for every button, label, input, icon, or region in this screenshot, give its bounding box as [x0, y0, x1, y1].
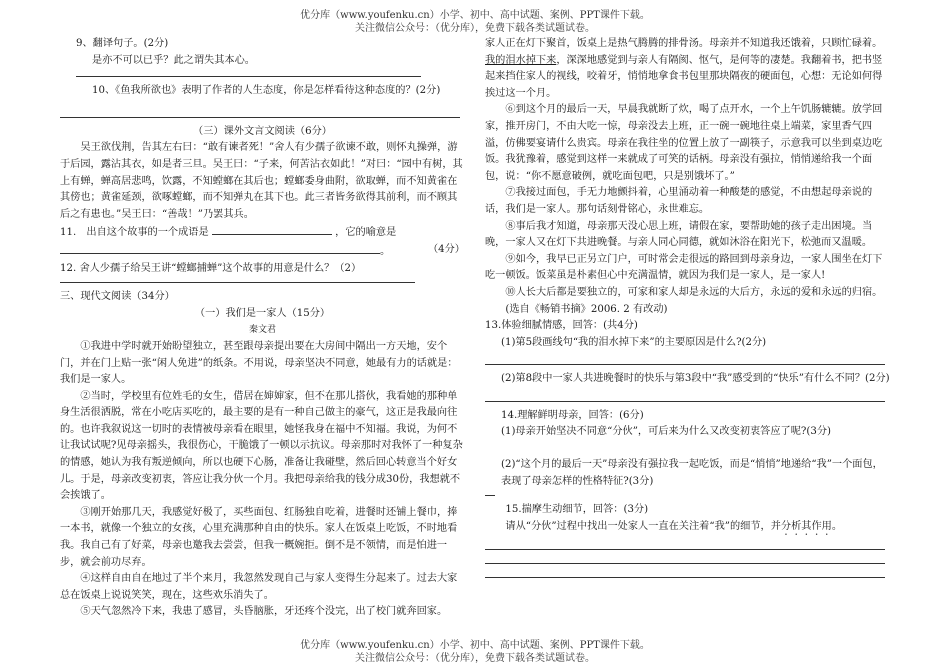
- q15-text-a: 请从“分伙”过程中找出一处家人一直在关注着“我”的细节，并: [505, 520, 781, 532]
- paragraph-5: ⑤天气忽然冷下来，我患了感冒，头昏脑胀，牙还疼个没完，出了校门就奔回家。: [80, 606, 448, 618]
- section-3-title: （三）课外文言文阅读（6分）: [193, 125, 332, 137]
- paragraph-4: ④这样自由自在地过了半个来月，我忽然发现自己与家人变得生分起来了。过去大家总在饭桌上说说笑笑，现在，这些欢乐消失了。: [60, 573, 458, 601]
- page-footer: [0, 639, 950, 665]
- footer-line-2: 关注微信公众号：（优分库），免费下载各类试题试卷。: [355, 653, 595, 664]
- p5-cont-b: ，深深地感觉到与亲人有隔阂、怄气，是何等的凄楚。我翻着书，把书竖起来挡住家人的视线，咬着牙，悄悄地拿食书包里那块隔夜的硬面包，心想：无论如何得挨过这一个月。: [485, 54, 883, 99]
- q11-dot: 。: [380, 245, 391, 257]
- paragraph-6: ⑥到这个月的最后一天，早晨我就断了炊，喝了点开水，一个上午饥肠辘辘。放学回家，推开房门，不由大吃一惊，母亲没去上班，正一碗一碗地往桌上端菜，家里香气四溢，仿佛要宴请什么贵宾。母亲在我往坐的位置上放了一副筷子，示意我可以坐到桌边吃饭。我犹豫着，感觉到这样一来就成了可笑的话柄。母亲没有强拉，悄悄递给我一个面包，说：“你不愿意破例，就吃面包吧，只是别饿坏了。”: [485, 104, 883, 182]
- paragraph-1: ①我进中学时就开始盼望独立，甚至跟母亲提出要在大房间中隔出一方天地，安个门，并在门上贴一张“闲人免进”的纸条。不用说，母亲坚决不同意，她最有力的话就是：我们是一家人。: [60, 340, 458, 386]
- q15-emphasis: 分析其作用: [780, 520, 832, 532]
- q15-title: 15.揣摩生动细节，回答：(3分): [505, 504, 649, 516]
- q13-1: (1)第5段画线句“我的泪水掉下来”的主要原因是什么?(2分): [501, 336, 767, 348]
- q9-text: 是亦不可以已乎？此之谓失其本心。: [92, 54, 255, 66]
- paragraph-9: ⑨如今，我早已正另立门户，可时常会走很远的路回到母亲身边，一家人围坐在灯下吃一顿饭。饭菜虽是朴素但心中充满温情，就因为我们是一家人，是一家人!: [485, 253, 883, 282]
- q12-text: 12. 舍人少孺子给吴王讲“螳螂捕蝉”这个故事的用意是什么？（2）: [60, 262, 362, 274]
- q15-text-c: 。: [831, 520, 843, 532]
- article-source: (选自《畅销书摘》2006. 2 有改动): [505, 303, 668, 315]
- left-column: [60, 36, 465, 621]
- q11-line-2: [60, 242, 465, 261]
- q11-blank-1[interactable]: [212, 223, 332, 235]
- q9-answer-line[interactable]: [76, 75, 421, 77]
- header-line-2: 关注微信公众号：（优分库），免费下载各类试题试卷。: [355, 23, 595, 34]
- q11: [60, 223, 465, 242]
- q14-2-answer-line[interactable]: [485, 494, 495, 496]
- q15-answer-line-2[interactable]: [485, 562, 885, 564]
- paragraph-10: ⑩人长大后都是要独立的，可家和家人却是永远的大后方，永远的爱和永远的归宿。: [505, 286, 883, 298]
- q14-1: (1)母亲开始坚决不同意“分伙”，可后来为什么又改变初衷答应了呢?(3分): [501, 426, 831, 438]
- header-line-1: 优分库（www.youfenku.cn）小学、初中、高中试题、案例、PPT课件下载。: [300, 10, 650, 21]
- q14-title: 14.理解鲜明母亲，回答：(6分): [501, 409, 644, 421]
- q11-blank-2[interactable]: [60, 242, 380, 254]
- q13-2-answer-line[interactable]: [485, 400, 885, 402]
- article-title: （一）我们是一家人（15分）: [194, 307, 331, 319]
- q14-2: (2)“这个月的最后一天”母亲没有强拉我一起吃饭，而是“悄悄”地递给“我”一个面包，表现了母亲怎样的性格特征?(3分): [501, 459, 883, 487]
- page-header: [0, 9, 950, 35]
- q13-title: 13.体验细腻情感，回答：(共4分): [485, 320, 638, 332]
- q12-answer-line[interactable]: [60, 281, 415, 283]
- q11-score: （4分）: [427, 243, 465, 255]
- paragraph-7: ⑦我接过面包，手无力地颤抖着，心里涌动着一种酸楚的感觉，不由想起母亲说的话，我们是一家人。那句话刻骨铭心，永世难忘。: [485, 187, 873, 215]
- q9-title: 9、翻译句子。(2分): [76, 38, 169, 49]
- q11-prefix: 11. 出自这个故事的一个成语是: [60, 227, 209, 239]
- p5-cont-a: 家人正在灯下聚首，饭桌上是热气腾腾的排骨汤。母亲并不知道我还饿着，只顾忙碌着。: [485, 38, 883, 49]
- paragraph-3: ③刚开始那几天，我感觉好极了，买些面包、红肠独自吃着，进餐时还铺上餐巾，捧一本书，就像一个独立的女孩，心里充满那种自由的快乐。家人在饭桌上吃饭，不时地看我。我自己有了好菜，母亲也邀我去尝尝，但我一概婉拒。倒不是不领情，而是怕进一步，就会前功尽弃。: [60, 506, 458, 568]
- q10-text: 10、《鱼我所欲也》表明了作者的人生态度，你是怎样看待这种态度的？(2分): [92, 85, 441, 97]
- classical-text: 吴王欲伐荆，告其左右曰：“敢有谏者死！”舍人有少孺子欲谏不敢，则怀丸操弹，游于后园，露沾其衣，如是者三旦。吴王曰：“子来，何苦沾衣如此！”对曰：“园中有树，其上有蝉，蝉高居悲鸣，饮露，不知螳螂在其后也；螳螂委身曲附，欲取蝉，而不知黄雀在其傍也；黄雀延颈，欲啄螳螂，而不知弹丸在其下也。此三者皆务欲得其前利，而不顾其后之有患也。”吴王曰：“善哉！”乃罢其兵。: [60, 142, 463, 220]
- article-author: 秦文君: [248, 325, 276, 336]
- q15-answer-line-3[interactable]: [485, 576, 885, 578]
- p5-underlined-sentence: 我的泪水掉下来: [485, 54, 557, 66]
- q15-text: [485, 519, 890, 538]
- part-3-title: 三、现代文阅读（34分）: [60, 291, 175, 303]
- q11-mid: ，它的喻意是: [335, 227, 397, 239]
- q10-answer-line[interactable]: [60, 116, 460, 118]
- paragraph-8: ⑧事后我才知道，母亲那天没心思上班，请假在家，要帮助她的孩子走出困境。当晚，一家人又在灯下共进晚餐。与亲人同心同德，就如沐浴在阳光下，松弛而又温暖。: [485, 220, 873, 249]
- q13-1-answer-line[interactable]: [485, 363, 885, 365]
- q15-answer-line-1[interactable]: [485, 548, 885, 550]
- paragraph-2: ②当时，学校里有位姓毛的女生，借居在婶婶家，但不在那儿搭伙，我看她的那种单身生活很洒脱，常在小吃店买吃的，最主要的是有一种自己做主的豪气，这正是我最向往的。也许我叙说这一切时的表情被母亲看在眼里，她怪我身在福中不知福。我说，为何不让我试试呢?见母亲摇头，我很伤心，干脆饿了一顿以示抗议。母亲那时对我怀了一种复杂的情感，她认为我有叛逆倾向，所以也硬下心肠，准备让我碰壁，然后回心转意当个好女儿。于是，母亲改变初衷，答应让我分伙一个月。我把母亲给我的钱分成30份，我想就不会挨饿了。: [60, 390, 463, 502]
- paragraph-5-continued: [485, 36, 890, 102]
- footer-line-1: 优分库（www.youfenku.cn）小学、初中、高中试题、案例、PPT课件下载。: [300, 640, 650, 651]
- q13-2: (2)第8段中一家人共进晚餐时的快乐与第3段中“我”感受到的“快乐”有什么不同？(2分): [501, 373, 890, 385]
- right-column: [485, 36, 890, 584]
